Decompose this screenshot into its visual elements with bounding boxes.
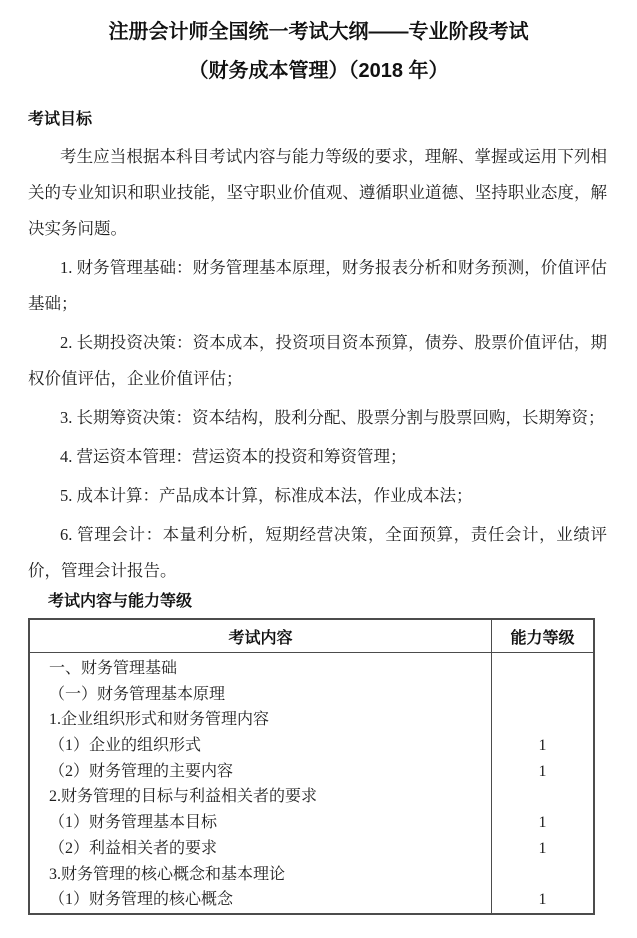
objective-intro-paragraph: 考生应当根据本科目考试内容与能力等级的要求，理解、掌握或运用下列相关的专业知识和职业技能，坚守职业价值观、遵循职业道德、坚持职业态度，解决实务问题。 (28, 147, 607, 238)
column-header-exam-content: 考试内容 (228, 629, 293, 647)
table-row-content: （一）财务管理基本原理 (49, 685, 226, 703)
table-body (30, 653, 593, 913)
exam-objective-heading: 考试目标 (28, 111, 93, 128)
table-row-content: 一、财务管理基础 (49, 660, 178, 677)
table-row-content: （2）利益相关者的要求 (49, 839, 218, 857)
table-row-content: （1）企业的组织形式 (49, 737, 202, 755)
table-row-content: 1.企业组织形式和财务管理内容 (49, 711, 270, 729)
table-row-level (492, 682, 593, 708)
title-line-2: （财务成本管理）（2018 年） (188, 60, 449, 82)
objective-item-5: 5. 成本计算：产品成本计算，标准成本法，作业成本法； (60, 486, 473, 505)
table-row-content: 3.财务管理的核心概念和基本理论 (49, 865, 286, 883)
table-row-content: （1）财务管理基本目标 (49, 814, 218, 832)
title-line-1: 注册会计师全国统一考试大纲——专业阶段考试 (108, 21, 529, 43)
table-row-level (492, 862, 593, 888)
objective-item-4: 4. 营运资本管理：营运资本的投资和筹资管理； (60, 447, 407, 466)
table-row-content: 2.财务管理的目标与利益相关者的要求 (49, 788, 318, 806)
table-row-level: 1 (538, 891, 547, 909)
objective-item-3: 3. 长期筹资决策：资本结构，股利分配、股票分割与股票回购，长期筹资； (60, 408, 605, 427)
column-header-ability-level: 能力等级 (491, 620, 593, 652)
table-row-content: （2）财务管理的主要内容 (49, 762, 234, 780)
table-row-level: 1 (538, 839, 547, 857)
objective-item-6: 6. 管理会计：本量利分析，短期经营决策，全面预算，责任会计，业绩评价，管理会计报告。 (28, 525, 607, 580)
document-title (0, 0, 637, 91)
table-row-level: 1 (538, 762, 547, 780)
table-row-level: 1 (538, 814, 547, 832)
table-row-level (492, 656, 593, 682)
table-row-level: 1 (538, 737, 547, 755)
content-table-heading: 考试内容与能力等级 (48, 593, 193, 610)
table-row-level (492, 784, 593, 810)
table-row-level (492, 707, 593, 733)
table-header-row (30, 620, 593, 653)
exam-content-table (28, 618, 595, 915)
table-row-content: （1）财务管理的核心概念 (49, 891, 234, 909)
table-content-column (30, 653, 491, 913)
document-body (28, 110, 607, 915)
table-level-column (491, 653, 593, 913)
objective-item-1: 1. 财务管理基础：财务管理基本原理，财务报表分析和财务预测，价值评估基础； (28, 258, 607, 313)
objective-item-2: 2. 长期投资决策：资本成本，投资项目资本预算，债券、股票价值评估，期权价值评估，企业价值评估； (28, 333, 607, 388)
